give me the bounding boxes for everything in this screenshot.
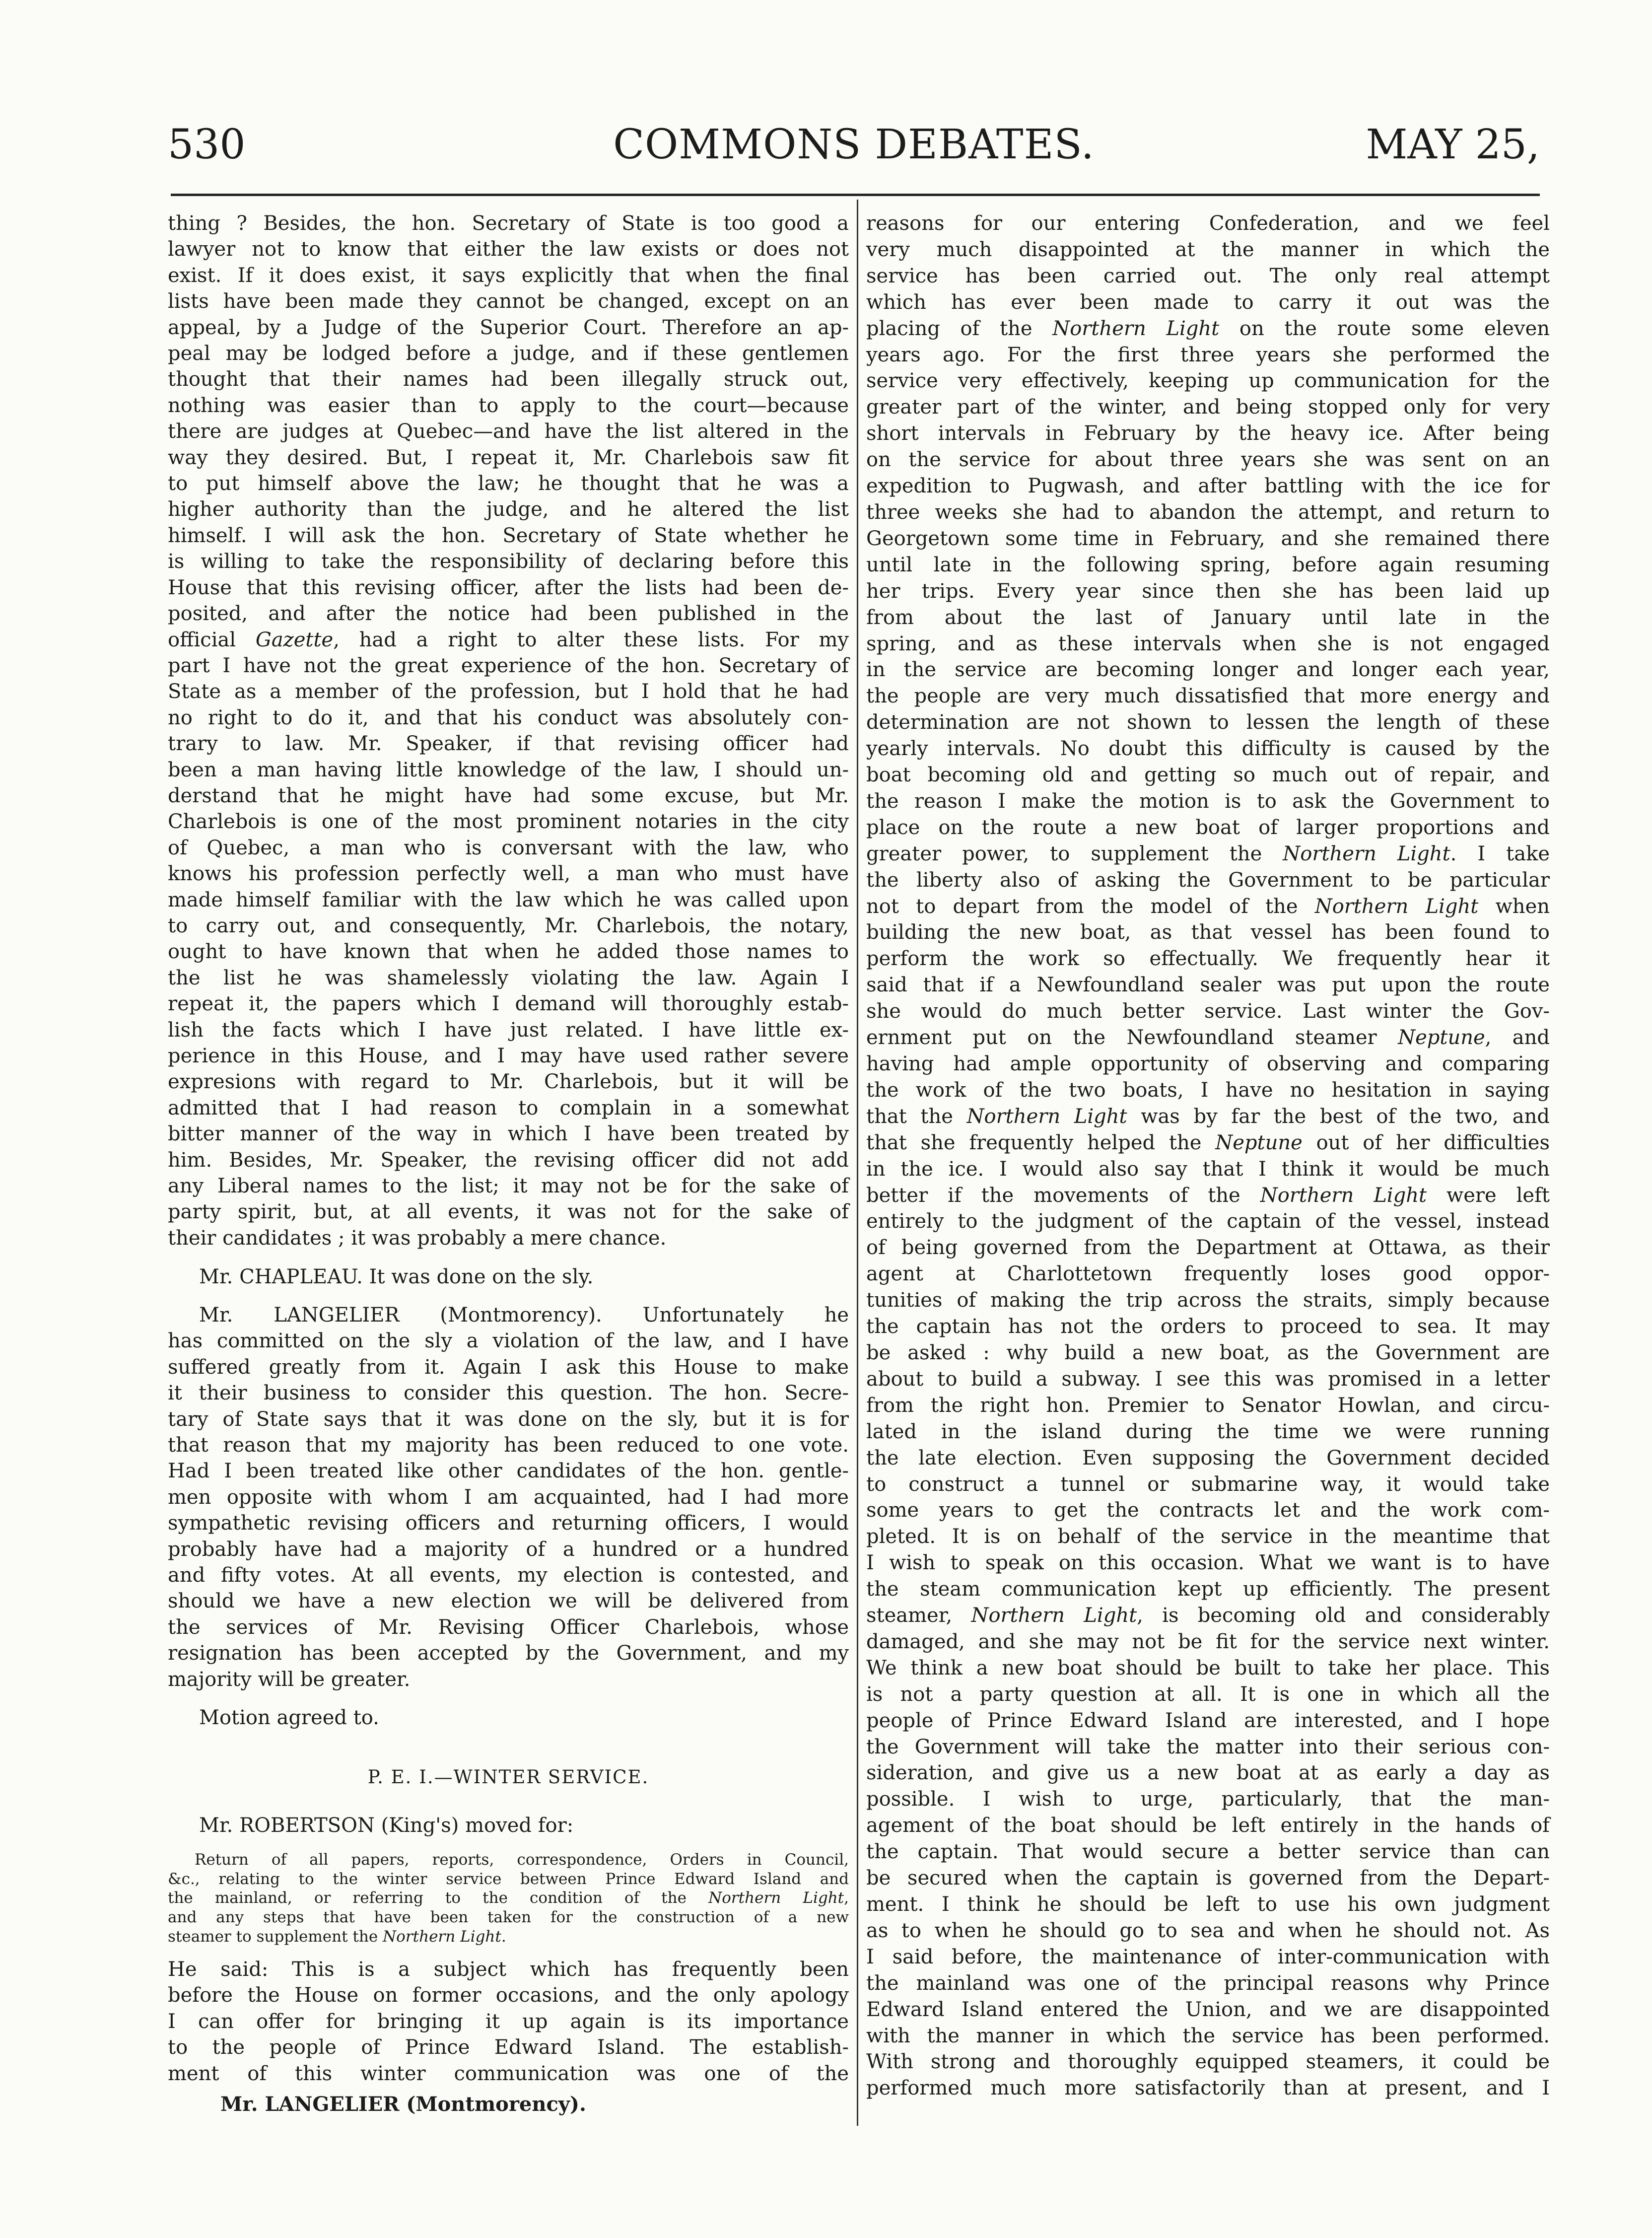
speaker-remark-chapleau	[168, 1264, 849, 1290]
text-line: ought to have known that when he added those names to	[168, 940, 849, 964]
text-line: in the ice. I would also say that I think it would be much	[866, 1157, 1550, 1181]
text-line: agement of the boat should be left entirely in the hands of	[866, 1814, 1550, 1837]
text-line: boat becoming old and getting so much out of repair, and	[866, 764, 1550, 787]
text-line: ment of this winter communication was one of the	[168, 2062, 849, 2085]
text-line: should we have a new election we will be delivered from	[168, 1590, 849, 1613]
text-line: her trips. Every year since then she has been laid up	[866, 579, 1550, 603]
text-line	[866, 894, 1550, 920]
text-line: sympathetic revising officers and returning officers, I would	[168, 1512, 849, 1535]
text-segment: , is becoming old and considerably	[1137, 1604, 1550, 1627]
text-line	[866, 316, 1550, 342]
text-line: expedition to Pugwash, and after battling with the ice for	[866, 475, 1550, 498]
text-line: to the people of Prince Edward Island. The establish-	[168, 2036, 849, 2059]
text-line: posited, and after the notice had been published in the	[168, 602, 849, 626]
text-line: that reason that my majority has been reduced to one vote.	[168, 1434, 849, 1457]
text-line: as to when he should go to sea and when he should not. As	[866, 1919, 1550, 1942]
text-line: exist. If it does exist, it says explicitly that when the final	[168, 264, 849, 287]
italic-phrase: Northern Light	[971, 1604, 1137, 1627]
italic-phrase: Gazette	[255, 628, 334, 651]
text-line: Motion agreed to.	[199, 1706, 379, 1729]
text-line: there are judges at Quebec—and have the list altered in the	[168, 420, 849, 443]
text-line: is not a party question at all. It is one in which all the	[866, 1682, 1550, 1706]
italic-phrase: Neptune	[1215, 1131, 1303, 1154]
text-segment: ,	[844, 1889, 849, 1907]
page-header	[168, 121, 1540, 172]
text-line	[866, 1130, 1550, 1156]
text-segment: not to depart from the model of the	[866, 895, 1315, 918]
text-line: the steam communication kept up efficiently. The present	[866, 1578, 1550, 1601]
text-line: she would do much better service. Last winter the Gov-	[866, 1000, 1550, 1023]
text-line: until late in the following spring, before again resuming	[866, 553, 1550, 576]
text-segment: steamer to supplement the	[168, 1927, 383, 1946]
text-line: men opposite with whom I am acquainted, had I had more	[168, 1485, 849, 1509]
text-line: Mr. ROBERTSON (King's) moved for:	[199, 1814, 574, 1837]
text-segment: that she frequently helped the	[866, 1131, 1216, 1154]
text-line: some years to get the contracts let and the work com-	[866, 1499, 1550, 1522]
text-line: spring, and as these intervals when she is not engaged	[866, 632, 1550, 655]
italic-phrase: Northern Light	[383, 1927, 501, 1946]
text-line: of Quebec, a man who is conversant with the law, who	[168, 836, 849, 859]
text-line: the services of Mr. Revising Officer Charlebois, whose	[168, 1615, 849, 1639]
header-rule	[171, 194, 1540, 196]
text-line: made himself familiar with the law which he was called upon	[168, 888, 849, 911]
text-line: Georgetown some time in February, and she remained there	[866, 527, 1550, 550]
italic-phrase: Neptune	[1398, 1026, 1485, 1049]
header-date: MAY 25,	[1366, 121, 1540, 168]
text-line: performed much more satisfactorily than at present, and I	[866, 2077, 1550, 2100]
text-line	[168, 1927, 849, 1947]
text-line: trary to law. Mr. Speaker, if that revising officer had	[168, 732, 849, 756]
text-line: no right to do it, and that his conduct was absolutely con-	[168, 706, 849, 729]
text-line: pleted. It is on behalf of the service in the meantime that	[866, 1525, 1550, 1548]
page-number: 530	[168, 121, 246, 168]
text-line: in the service are becoming longer and longer each year,	[866, 658, 1550, 682]
text-line: people of Prince Edward Island are interested, and I hope	[866, 1709, 1550, 1732]
text-line: admitted that I had reason to complain in a somewhat	[168, 1096, 849, 1119]
text-line: to put himself above the law; he thought that he was a	[168, 472, 849, 495]
text-line: the captain has not the orders to proceed to sea. It may	[866, 1315, 1550, 1338]
text-line: with the manner in which the service has been performed.	[866, 2024, 1550, 2047]
text-line: thought that their names had been illegally struck out,	[168, 368, 849, 391]
text-line: I said before, the maintenance of inter-communication with	[866, 1945, 1550, 1968]
text-line: State as a member of the profession, but I hold that he had	[168, 680, 849, 703]
text-line: expresions with regard to Mr. Charlebois, but it will be	[168, 1070, 849, 1094]
text-line: on the service for about three years she was sent on an	[866, 448, 1550, 472]
text-segment: placing of the	[866, 317, 1053, 340]
text-segment: . I take	[1450, 842, 1550, 865]
text-segment: official	[168, 628, 256, 651]
text-line: ment. I think he should be left to use his own judgment	[866, 1893, 1550, 1916]
italic-phrase: Northern Light	[1283, 842, 1450, 865]
speech-robertson	[168, 1957, 849, 2087]
text-line: and fifty votes. At all events, my election is contested, and	[168, 1564, 849, 1587]
text-line: having had ample opportunity of observing and comparing	[866, 1052, 1550, 1075]
text-line	[866, 1603, 1550, 1629]
text-line: He said: This is a subject which has frequently been	[168, 1958, 849, 1981]
catchword: Mr. LANGELIER (Montmorency).	[220, 2093, 586, 2116]
text-segment: .	[501, 1927, 506, 1946]
text-line: been a man having little knowledge of the law, I should un-	[168, 758, 849, 781]
text-line: With strong and thoroughly equipped steamers, it could be	[866, 2050, 1550, 2074]
text-segment: was by far the best of the two, and	[1127, 1105, 1550, 1128]
text-segment: better if the movements of the	[866, 1184, 1260, 1207]
motion-text	[168, 1850, 849, 1947]
motion-result	[168, 1705, 849, 1731]
text-line: suffered greatly from it. Again I ask this House to make	[168, 1355, 849, 1379]
text-line: way they desired. But, I repeat it, Mr. Charlebois saw fit	[168, 446, 849, 469]
text-line: lawyer not to know that either the law exists or does not	[168, 238, 849, 261]
text-line: building the new boat, as that vessel has been found to	[866, 921, 1550, 944]
text-line: lish the facts which I have just related. I have little ex-	[168, 1018, 849, 1042]
text-line: the reason I make the motion is to ask the Government to	[866, 789, 1550, 813]
text-line: very much disappointed at the manner in which the	[866, 238, 1550, 261]
text-line	[168, 627, 849, 653]
text-line: the late election. Even supposing the Government decided	[866, 1446, 1550, 1469]
text-line	[866, 841, 1550, 867]
text-segment: greater power, to supplement the	[866, 842, 1283, 865]
text-segment: , and	[1485, 1026, 1550, 1049]
text-line: higher authority than the judge, and he altered the list	[168, 498, 849, 521]
italic-phrase: Northern Light	[708, 1889, 844, 1907]
text-line: the liberty also of asking the Government to be particular	[866, 868, 1550, 892]
text-segment: on the route some eleven	[1219, 317, 1550, 340]
text-line: possible. I wish to urge, particularly, that the man-	[866, 1788, 1550, 1811]
text-line: before the House on former occasions, and the only apology	[168, 1984, 849, 2007]
text-line	[866, 1183, 1550, 1209]
text-line: three weeks she had to abandon the attempt, and return to	[866, 500, 1550, 524]
text-line: Mr. CHAPLEAU. It was done on the sly.	[199, 1265, 594, 1288]
text-line: I can offer for bringing it up again is its importance	[168, 2010, 849, 2033]
text-line: part I have not the great experience of the hon. Secretary of	[168, 654, 849, 677]
text-line: probably have had a majority of a hundred or a hundred	[168, 1538, 849, 1561]
text-line: Edward Island entered the Union, and we are disappointed	[866, 1998, 1550, 2021]
italic-phrase: Northern Light	[1052, 317, 1220, 340]
text-line: determination are not shown to lessen the length of these	[866, 711, 1550, 734]
text-line: their candidates ; it was probably a mere chance.	[168, 1226, 667, 1250]
text-line: damaged, and she may not be fit for the service next winter.	[866, 1630, 1550, 1653]
text-line: reasons for our entering Confederation, and we feel	[866, 212, 1550, 235]
text-line: to construct a tunnel or submarine way, it would take	[866, 1472, 1550, 1496]
text-line: lists have been made they cannot be changed, except on an	[168, 290, 849, 313]
text-line: nothing was easier than to apply to the court—because	[168, 394, 849, 417]
section-heading: P. E. I.—WINTER SERVICE.	[367, 1766, 649, 1788]
text-line: perience in this House, and I may have used rather severe	[168, 1045, 849, 1067]
text-line: repeat it, the papers which I demand will thoroughly estab-	[168, 992, 849, 1016]
text-line: the work of the two boats, I have no hesitation in saying	[866, 1078, 1550, 1102]
text-line: has committed on the sly a violation of the law, and I have	[168, 1329, 849, 1353]
text-line: Mr. LANGELIER (Montmorency). Unfortunately he	[199, 1304, 849, 1327]
text-line: from about the last of January until late in the	[866, 606, 1550, 629]
text-line: House that this revising officer, after the lists had been de-	[168, 576, 849, 599]
text-line: and any steps that have been taken for the construction of a new	[168, 1908, 849, 1927]
text-line: yearly intervals. No doubt this difficulty is caused by the	[866, 737, 1550, 761]
text-line: tary of State says that it was done on the sly, but it is for	[168, 1407, 849, 1431]
text-line	[866, 1025, 1550, 1051]
text-line: lated in the island during the time we were running	[866, 1420, 1550, 1443]
text-line: be asked : why build a new boat, as the Government are	[866, 1341, 1550, 1364]
text-line: the Government will take the matter into their serious con-	[866, 1735, 1550, 1758]
text-line: &c., relating to the winter service between Prince Edward Island and	[168, 1870, 849, 1888]
text-line: the captain. That would secure a better service than can	[866, 1840, 1550, 1864]
text-line: said that if a Newfoundland sealer was put upon the route	[866, 974, 1550, 997]
motion-intro-robertson	[168, 1813, 849, 1838]
italic-phrase: Northern Light	[966, 1105, 1127, 1128]
text-line: years ago. For the first three years she performed the	[866, 343, 1550, 366]
text-line: any Liberal names to the list; it may not be for the sake of	[168, 1175, 849, 1198]
text-line: which has ever been made to carry it out was the	[866, 290, 1550, 314]
text-line: the list he was shamelessly violating the law. Again I	[168, 966, 849, 989]
text-segment: , had a right to alter these lists. For my	[333, 628, 849, 651]
text-line: him. Besides, Mr. Speaker, the revising officer did not add	[168, 1148, 849, 1172]
text-segment: that the	[866, 1105, 967, 1128]
speech-robertson-continued	[866, 210, 1550, 2101]
italic-phrase: Northern Light	[1314, 895, 1479, 918]
text-line	[168, 1888, 849, 1908]
text-line: Charlebois is one of the most prominent notaries in the city	[168, 810, 849, 834]
column-divider	[857, 200, 858, 2126]
paragraph-continued	[168, 210, 849, 1251]
text-line: majority will be greater.	[168, 1668, 411, 1691]
text-line: place on the route a new boat of larger proportions and	[866, 816, 1550, 839]
text-line: himself. I will ask the hon. Secretary of State whether he	[168, 524, 849, 547]
text-line: peal may be lodged before a judge, and if these gentlemen	[168, 342, 849, 365]
text-line: entirely to the judgment of the captain of the vessel, instead	[866, 1210, 1550, 1233]
text-line: the people are very much dissatisfied that more energy and	[866, 685, 1550, 708]
text-line: the mainland was one of the principal reasons why Prince	[866, 1971, 1550, 1995]
text-line: tunities of making the trip across the straits, simply because	[866, 1289, 1550, 1312]
text-line: Return of all papers, reports, correspondence, Orders in Council,	[195, 1851, 849, 1869]
text-segment: when	[1478, 895, 1550, 918]
text-line: knows his profession perfectly well, a man who must have	[168, 862, 849, 886]
text-line: I wish to speak on this occasion. What we want is to have	[866, 1551, 1550, 1575]
text-segment: steamer,	[866, 1604, 971, 1627]
publication-title: COMMONS DEBATES.	[613, 121, 1095, 168]
text-line	[866, 1104, 1550, 1130]
text-line: is willing to take the responsibility of declaring before this	[168, 550, 849, 573]
text-line: about to build a subway. I see this was promised in a letter	[866, 1367, 1550, 1391]
speaker-reply-langelier	[168, 1302, 849, 1692]
text-line: bitter manner of the way in which I have been treated by	[168, 1122, 849, 1146]
text-line: Had I been treated like other candidates of the hon. gentle-	[168, 1460, 849, 1483]
text-line: appeal, by a Judge of the Superior Court. Therefore an ap-	[168, 316, 849, 339]
text-line: party spirit, but, at all events, it was not for the sake of	[168, 1200, 849, 1224]
text-line: it their business to consider this question. The hon. Secre-	[168, 1382, 849, 1405]
text-line: service very effectively, keeping up communication for the	[866, 369, 1550, 393]
text-line: to carry out, and consequently, Mr. Charlebois, the notary,	[168, 914, 849, 937]
text-line: agent at Charlottetown frequently loses good oppor-	[866, 1262, 1550, 1286]
text-line: from the right hon. Premier to Senator Howlan, and circu-	[866, 1394, 1550, 1417]
text-line: greater part of the winter, and being stopped only for very	[866, 396, 1550, 419]
text-segment: out of her difficulties	[1302, 1131, 1550, 1154]
text-line: short intervals in February by the heavy ice. After being	[866, 422, 1550, 445]
text-line: We think a new boat should be built to take her place. This	[866, 1656, 1550, 1679]
text-line: derstand that he might have had some excuse, but Mr.	[168, 784, 849, 807]
text-line: service has been carried out. The only real attempt	[866, 264, 1550, 287]
text-segment: were left	[1427, 1184, 1550, 1207]
text-line: thing ? Besides, the hon. Secretary of State is too good a	[168, 212, 849, 235]
text-line: sideration, and give us a new boat at as early a day as	[866, 1761, 1550, 1785]
text-line: perform the work so effectually. We frequently hear it	[866, 947, 1550, 971]
text-segment: the mainland, or referring to the condition of the	[168, 1889, 709, 1907]
text-line: resignation has been accepted by the Government, and my	[168, 1642, 849, 1665]
text-segment: ernment put on the Newfoundland steamer	[866, 1026, 1398, 1049]
italic-phrase: Northern Light	[1260, 1184, 1427, 1207]
text-line: of being governed from the Department at Ottawa, as their	[866, 1236, 1550, 1259]
text-line: be secured when the captain is governed from the Depart-	[866, 1867, 1550, 1890]
